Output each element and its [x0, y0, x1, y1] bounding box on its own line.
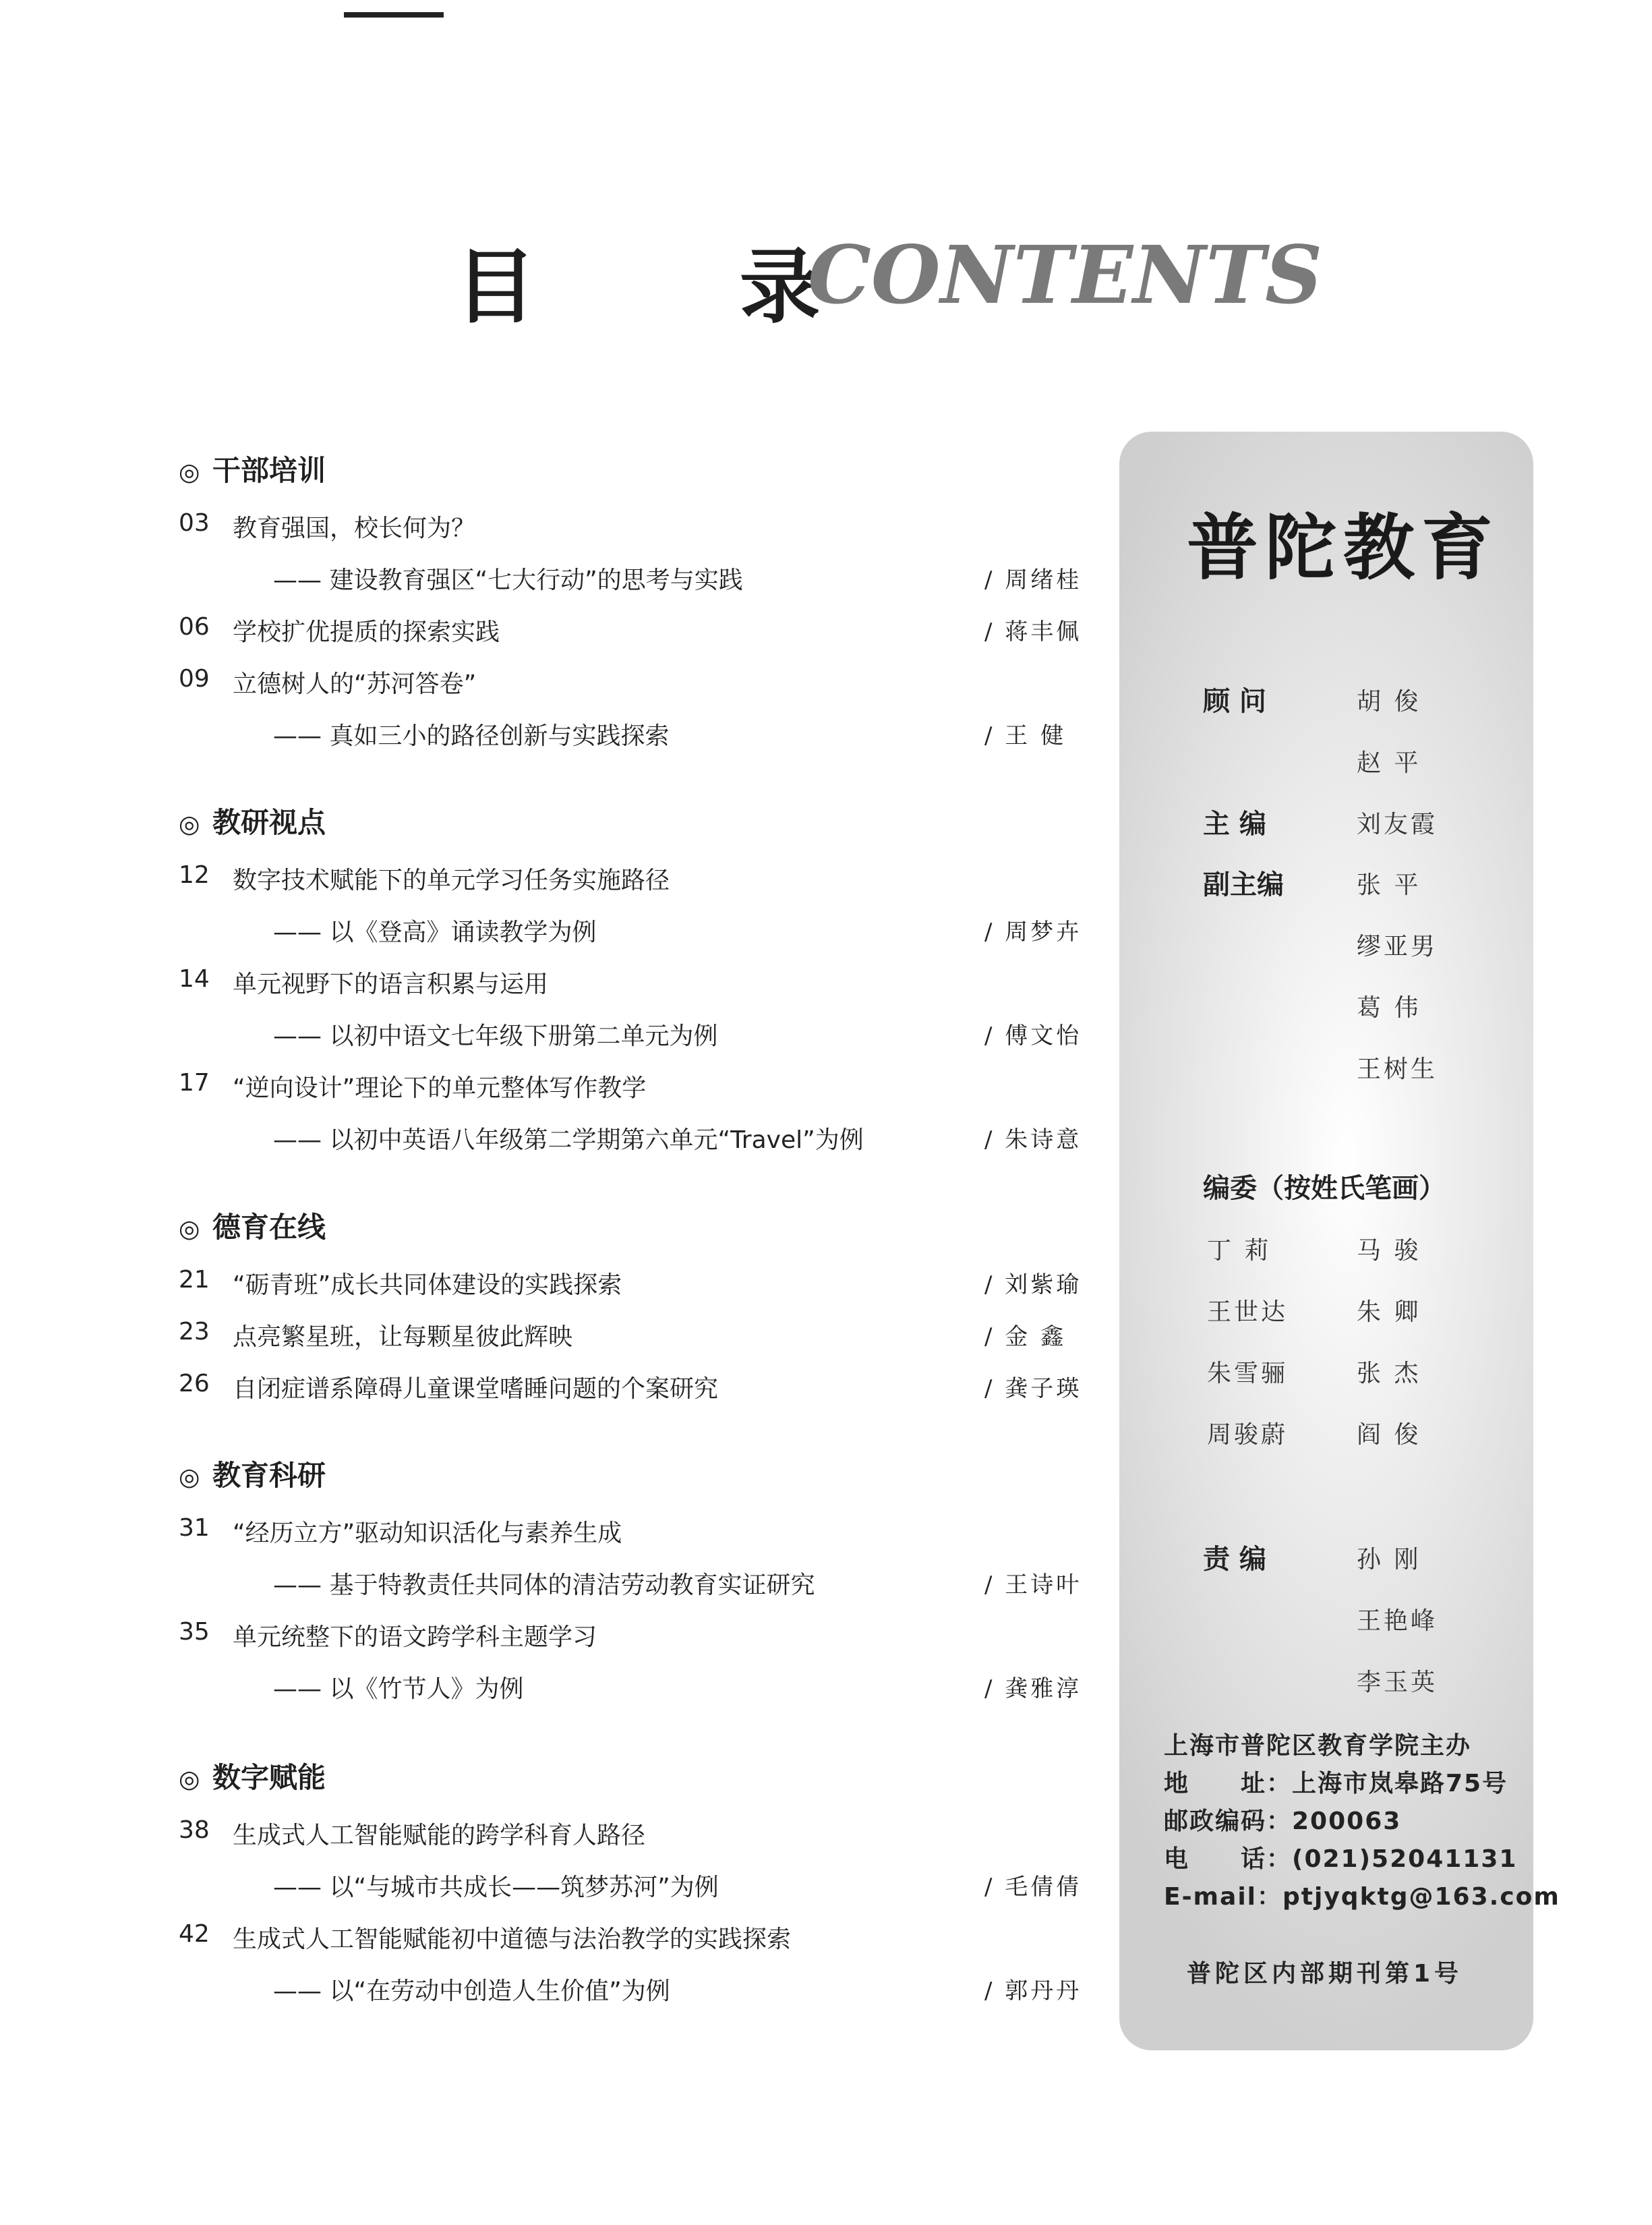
toc-entry[interactable] — [0, 1816, 1113, 1857]
deputy-editor-name: 张 平 — [1357, 871, 1421, 899]
responsible-editor-label: 责 编 — [1203, 1544, 1266, 1575]
article-author: / 周绪桂 — [984, 567, 1082, 594]
responsible-editor-name: 王艳峰 — [1357, 1607, 1438, 1635]
page-number: 38 — [179, 1816, 210, 1844]
section-bullet-icon: ◎ — [179, 811, 200, 838]
article-author: / 朱诗意 — [984, 1126, 1082, 1153]
page-number: 23 — [179, 1318, 210, 1346]
article-author: / 郭丹丹 — [984, 1977, 1082, 2004]
article-subtitle: —— 建设教育强区“七大行动”的思考与实践 — [273, 567, 743, 594]
toc-entry[interactable] — [0, 1121, 1113, 1161]
deputy-editor-name: 葛 伟 — [1357, 994, 1421, 1022]
article-author: / 龚子瑛 — [984, 1375, 1082, 1402]
advisor-name: 赵 平 — [1357, 749, 1421, 777]
toc-entry[interactable] — [0, 1370, 1113, 1410]
chief-editor-label: 主 编 — [1203, 809, 1266, 840]
toc-entry[interactable] — [0, 965, 1113, 1006]
page-number: 06 — [179, 613, 210, 641]
responsible-editor-name: 李玉英 — [1357, 1669, 1438, 1696]
section-bullet-icon: ◎ — [179, 1464, 200, 1491]
issue-number: 普陀区内部期刊第1号 — [1187, 1960, 1463, 1988]
section-heading — [179, 449, 326, 489]
toc-entry[interactable] — [0, 1566, 1113, 1607]
article-subtitle: —— 以初中英语八年级第二学期第六单元“Travel”为例 — [273, 1126, 864, 1154]
toc-entry[interactable] — [0, 509, 1113, 550]
article-author: / 毛倩倩 — [984, 1874, 1082, 1901]
article-title: 学校扩优提质的探索实践 — [233, 618, 500, 646]
section-heading — [179, 1756, 326, 1796]
advisor-name: 胡 俊 — [1357, 688, 1421, 716]
page-number: 12 — [179, 861, 210, 889]
article-title: 单元视野下的语言积累与运用 — [233, 971, 549, 998]
advisors-label: 顾 问 — [1203, 686, 1266, 717]
article-subtitle: —— 基于特教责任共同体的清洁劳动教育实证研究 — [273, 1571, 815, 1599]
publisher-line: 上海市普陀区教育学院主办 — [1164, 1732, 1472, 1760]
toc-entry[interactable] — [0, 861, 1113, 902]
page-title-en: CONTENTS — [808, 228, 1323, 322]
article-title: “逆向设计”理论下的单元整体写作教学 — [233, 1074, 647, 1102]
toc-entry[interactable] — [0, 1618, 1113, 1658]
responsible-editor-name: 孙 刚 — [1357, 1546, 1421, 1573]
article-title: 点亮繁星班，让每颗星彼此辉映 — [233, 1323, 573, 1351]
section-heading — [179, 1453, 326, 1494]
toc-entry[interactable] — [0, 613, 1113, 654]
page-number: 35 — [179, 1618, 210, 1646]
toc-entry[interactable] — [0, 1670, 1113, 1710]
article-author: / 蒋丰佩 — [984, 618, 1082, 645]
page-number: 09 — [179, 665, 210, 693]
committee-member: 马 骏 — [1357, 1237, 1421, 1265]
section-title: 德育在线 — [212, 1211, 326, 1244]
committee-member: 张 杰 — [1357, 1360, 1421, 1387]
toc-entry[interactable] — [0, 1069, 1113, 1109]
article-author: / 王 健 — [984, 722, 1067, 749]
masthead-panel — [1119, 432, 1560, 2050]
article-title: 单元统整下的语文跨学科主题学习 — [233, 1623, 597, 1651]
deputy-editor-name: 王树生 — [1357, 1056, 1438, 1083]
article-subtitle: —— 以“与城市共成长——筑梦苏河”为例 — [273, 1874, 719, 1901]
article-title: “砺青班”成长共同体建设的实践探索 — [233, 1271, 622, 1299]
committee-member: 朱雪骊 — [1207, 1360, 1289, 1387]
toc-entry[interactable] — [0, 665, 1113, 705]
article-subtitle: —— 以初中语文七年级下册第二单元为例 — [273, 1022, 718, 1050]
article-author: / 王诗叶 — [984, 1571, 1082, 1598]
toc-entry[interactable] — [0, 717, 1113, 757]
article-title: 生成式人工智能赋能初中道德与法治教学的实践探索 — [233, 1926, 792, 1953]
address-line: 地 址：上海市岚皋路75号 — [1164, 1770, 1508, 1797]
toc-entry[interactable] — [0, 1017, 1113, 1058]
committee-member: 王世达 — [1207, 1298, 1289, 1326]
page-title-cn: 目 录 — [455, 239, 908, 335]
section-title: 教育科研 — [212, 1459, 326, 1492]
toc-entry[interactable] — [0, 1868, 1113, 1909]
page-number: 03 — [179, 509, 210, 537]
article-subtitle: —— 真如三小的路径创新与实践探索 — [273, 722, 670, 750]
article-author: / 金 鑫 — [984, 1323, 1067, 1350]
committee-member: 丁 莉 — [1207, 1237, 1272, 1265]
toc-entry[interactable] — [0, 1266, 1113, 1306]
committee-member: 周骏蔚 — [1207, 1421, 1289, 1449]
toc-entry[interactable] — [0, 1318, 1113, 1358]
top-rule — [344, 12, 444, 18]
article-title: “经历立方”驱动知识活化与素养生成 — [233, 1520, 622, 1547]
page-number: 17 — [179, 1069, 210, 1097]
email-line: E-mail：ptjyqktg@163.com — [1164, 1883, 1560, 1911]
magazine-name: 普陀教育 — [1187, 505, 1500, 589]
toc-entry[interactable] — [0, 561, 1113, 602]
page-number: 14 — [179, 965, 210, 993]
page-number: 42 — [179, 1920, 210, 1948]
page-number: 21 — [179, 1266, 210, 1294]
article-subtitle: —— 以《竹节人》为例 — [273, 1675, 524, 1703]
deputy-editor-label: 副主编 — [1203, 869, 1284, 900]
article-subtitle: —— 以《登高》诵读教学为例 — [273, 919, 597, 946]
section-bullet-icon: ◎ — [179, 1766, 200, 1793]
section-bullet-icon: ◎ — [179, 459, 200, 486]
toc-entry[interactable] — [0, 1920, 1113, 1961]
section-title: 干部培训 — [212, 454, 326, 487]
article-subtitle: —— 以“在劳动中创造人生价值”为例 — [273, 1977, 670, 2005]
section-heading — [179, 801, 326, 841]
section-bullet-icon: ◎ — [179, 1215, 200, 1243]
toc-entry[interactable] — [0, 1972, 1113, 2013]
article-author: / 傅文怡 — [984, 1022, 1082, 1049]
deputy-editor-name: 缪亚男 — [1357, 933, 1438, 960]
article-title: 立德树人的“苏河答卷” — [233, 670, 477, 698]
toc-entry[interactable] — [0, 1514, 1113, 1555]
article-title: 教育强国，校长何为？ — [233, 515, 476, 542]
postcode-line: 邮政编码：200063 — [1164, 1808, 1402, 1835]
page-number: 26 — [179, 1370, 210, 1397]
article-author: / 周梦卉 — [984, 919, 1082, 946]
section-title: 数字赋能 — [212, 1761, 326, 1794]
committee-member: 阎 俊 — [1357, 1421, 1421, 1449]
section-title: 教研视点 — [212, 806, 326, 839]
article-title: 自闭症谱系障碍儿童课堂嗜睡问题的个案研究 — [233, 1375, 719, 1403]
article-title: 数字技术赋能下的单元学习任务实施路径 — [233, 867, 670, 894]
article-author: / 刘紫瑜 — [984, 1271, 1082, 1298]
committee-member: 朱 卿 — [1357, 1298, 1421, 1326]
committee-label: 编委（按姓氏笔画） — [1203, 1173, 1446, 1204]
chief-editor-name: 刘友霞 — [1357, 811, 1438, 838]
section-heading — [179, 1205, 326, 1246]
phone-line: 电 话：(021)52041131 — [1164, 1845, 1518, 1873]
article-author: / 龚雅淳 — [984, 1675, 1082, 1702]
toc-entry[interactable] — [0, 913, 1113, 954]
article-title: 生成式人工智能赋能的跨学科育人路径 — [233, 1822, 646, 1849]
page-number: 31 — [179, 1514, 210, 1542]
